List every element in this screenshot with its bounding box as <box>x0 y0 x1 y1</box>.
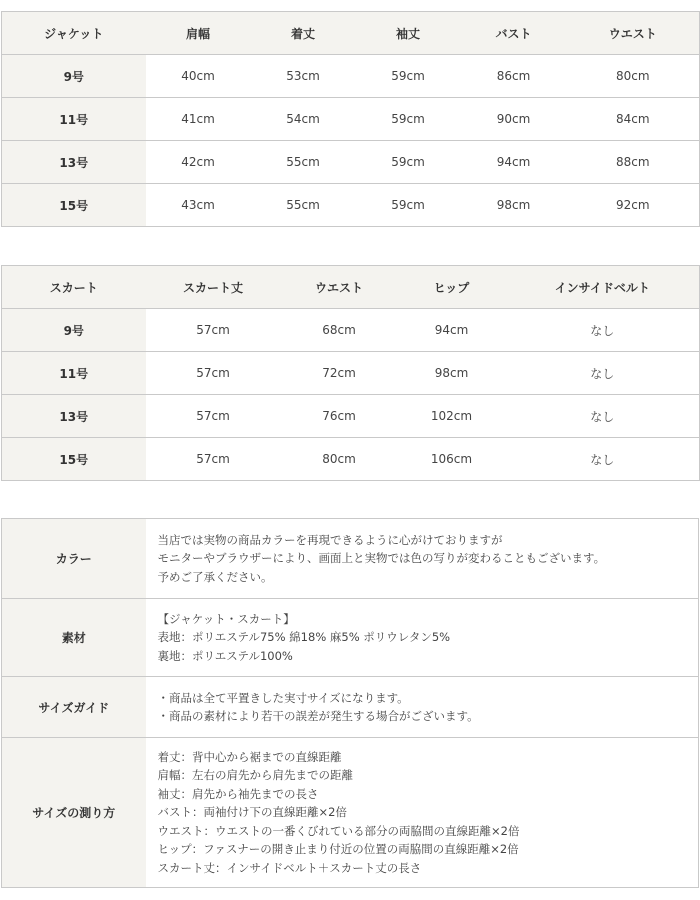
jacket-header-sleeve: 袖丈 <box>356 12 461 55</box>
info-value-color <box>146 519 699 599</box>
table-cell: なし <box>506 309 700 352</box>
jacket-header-length: 着丈 <box>251 12 356 55</box>
info-line: スカート丈：インサイドベルト＋スカート丈の長さ <box>157 860 422 875</box>
table-cell: 98cm <box>461 184 567 227</box>
info-value-size-guide <box>146 677 699 738</box>
table-cell: 57cm <box>146 438 281 481</box>
info-line: 肩幅：左右の肩先から肩先までの距離 <box>157 768 353 783</box>
table-row <box>2 438 700 481</box>
table-cell: なし <box>506 352 700 395</box>
table-cell: 55cm <box>251 141 356 184</box>
row-size-label: 15号 <box>2 438 146 481</box>
info-line: ウエスト：ウエストの一番くびれている部分の両脇間の直線距離×2倍 <box>157 823 520 838</box>
info-line: 当店では実物の商品カラーを再現できるように心がけておりますが <box>157 532 503 547</box>
info-label-material: 素材 <box>2 599 146 677</box>
table-cell: 72cm <box>281 352 398 395</box>
jacket-header-row <box>2 12 700 55</box>
table-cell: 80cm <box>281 438 398 481</box>
table-cell: 55cm <box>251 184 356 227</box>
table-cell: 94cm <box>398 309 506 352</box>
info-line: ・商品は全て平置きした実寸サイズになります。 <box>157 690 409 705</box>
table-cell: 94cm <box>461 141 567 184</box>
info-row-color <box>2 519 699 599</box>
row-size-label: 13号 <box>2 141 146 184</box>
info-line: ヒップ：ファスナーの開き止まり付近の位置の両脇間の直線距離×2倍 <box>157 842 519 857</box>
info-line: 【ジャケット・スカート】 <box>157 611 295 626</box>
info-line: バスト：両袖付け下の直線距離×2倍 <box>157 805 347 820</box>
jacket-header-waist: ウエスト <box>567 12 700 55</box>
info-line: ・商品の素材により若干の誤差が発生する場合がございます。 <box>157 709 479 723</box>
table-row <box>2 55 700 98</box>
row-size-label: 9号 <box>2 309 146 352</box>
info-value-measure <box>146 738 699 888</box>
table-cell: 59cm <box>356 184 461 227</box>
info-value-material <box>146 599 699 677</box>
info-line: 着丈：背中心から裾までの直線距離 <box>157 749 342 764</box>
table-cell: 59cm <box>356 141 461 184</box>
table-cell: 57cm <box>146 309 281 352</box>
row-size-label: 11号 <box>2 98 146 141</box>
info-line: 袖丈：肩先から袖先までの長さ <box>157 786 319 801</box>
jacket-header-size: ジャケット <box>2 12 146 55</box>
info-line: 表地：ポリエステル75% 綿18% 麻5% ポリウレタン5% <box>157 630 451 645</box>
skirt-size-table <box>1 265 700 481</box>
table-row <box>2 98 700 141</box>
jacket-header-shoulder: 肩幅 <box>146 12 251 55</box>
info-row-size-guide <box>2 677 699 738</box>
row-size-label: 11号 <box>2 352 146 395</box>
info-line: 予めご了承ください。 <box>157 569 273 584</box>
row-size-label: 13号 <box>2 395 146 438</box>
table-row <box>2 141 700 184</box>
table-cell: 57cm <box>146 395 281 438</box>
table-row <box>2 184 700 227</box>
table-cell: 98cm <box>398 352 506 395</box>
info-label-size-guide: サイズガイド <box>2 677 146 738</box>
table-row <box>2 309 700 352</box>
table-cell: 59cm <box>356 55 461 98</box>
jacket-size-table <box>1 11 700 227</box>
table-cell: 86cm <box>461 55 567 98</box>
table-row <box>2 395 700 438</box>
table-cell: 54cm <box>251 98 356 141</box>
table-cell: 88cm <box>567 141 700 184</box>
info-row-material <box>2 599 699 677</box>
row-size-label: 15号 <box>2 184 146 227</box>
info-label-measure: サイズの測り方 <box>2 738 146 888</box>
table-cell: 76cm <box>281 395 398 438</box>
table-cell: なし <box>506 395 700 438</box>
skirt-header-hip: ヒップ <box>398 266 506 309</box>
info-line: モニターやブラウザーにより、画面上と実物では色の写りが変わることもございます。 <box>157 551 606 566</box>
skirt-header-waist: ウエスト <box>281 266 398 309</box>
table-cell: 43cm <box>146 184 251 227</box>
info-label-color: カラー <box>2 519 146 599</box>
table-cell: 40cm <box>146 55 251 98</box>
table-cell: 80cm <box>567 55 700 98</box>
info-row-measure <box>2 738 699 888</box>
row-size-label: 9号 <box>2 55 146 98</box>
table-cell: 59cm <box>356 98 461 141</box>
skirt-header-inside-belt: インサイドベルト <box>506 266 700 309</box>
table-cell: 53cm <box>251 55 356 98</box>
skirt-header-size: スカート <box>2 266 146 309</box>
table-cell: 102cm <box>398 395 506 438</box>
table-cell: 92cm <box>567 184 700 227</box>
table-cell: 68cm <box>281 309 398 352</box>
table-cell: 41cm <box>146 98 251 141</box>
table-cell: 57cm <box>146 352 281 395</box>
info-line: 裏地：ポリエステル100% <box>157 648 293 663</box>
table-cell: 84cm <box>567 98 700 141</box>
table-cell: 90cm <box>461 98 567 141</box>
skirt-header-row <box>2 266 700 309</box>
table-cell: 106cm <box>398 438 506 481</box>
table-cell: なし <box>506 438 700 481</box>
product-info-table <box>1 518 699 888</box>
table-cell: 42cm <box>146 141 251 184</box>
skirt-header-length: スカート丈 <box>146 266 281 309</box>
jacket-header-bust: バスト <box>461 12 567 55</box>
table-row <box>2 352 700 395</box>
